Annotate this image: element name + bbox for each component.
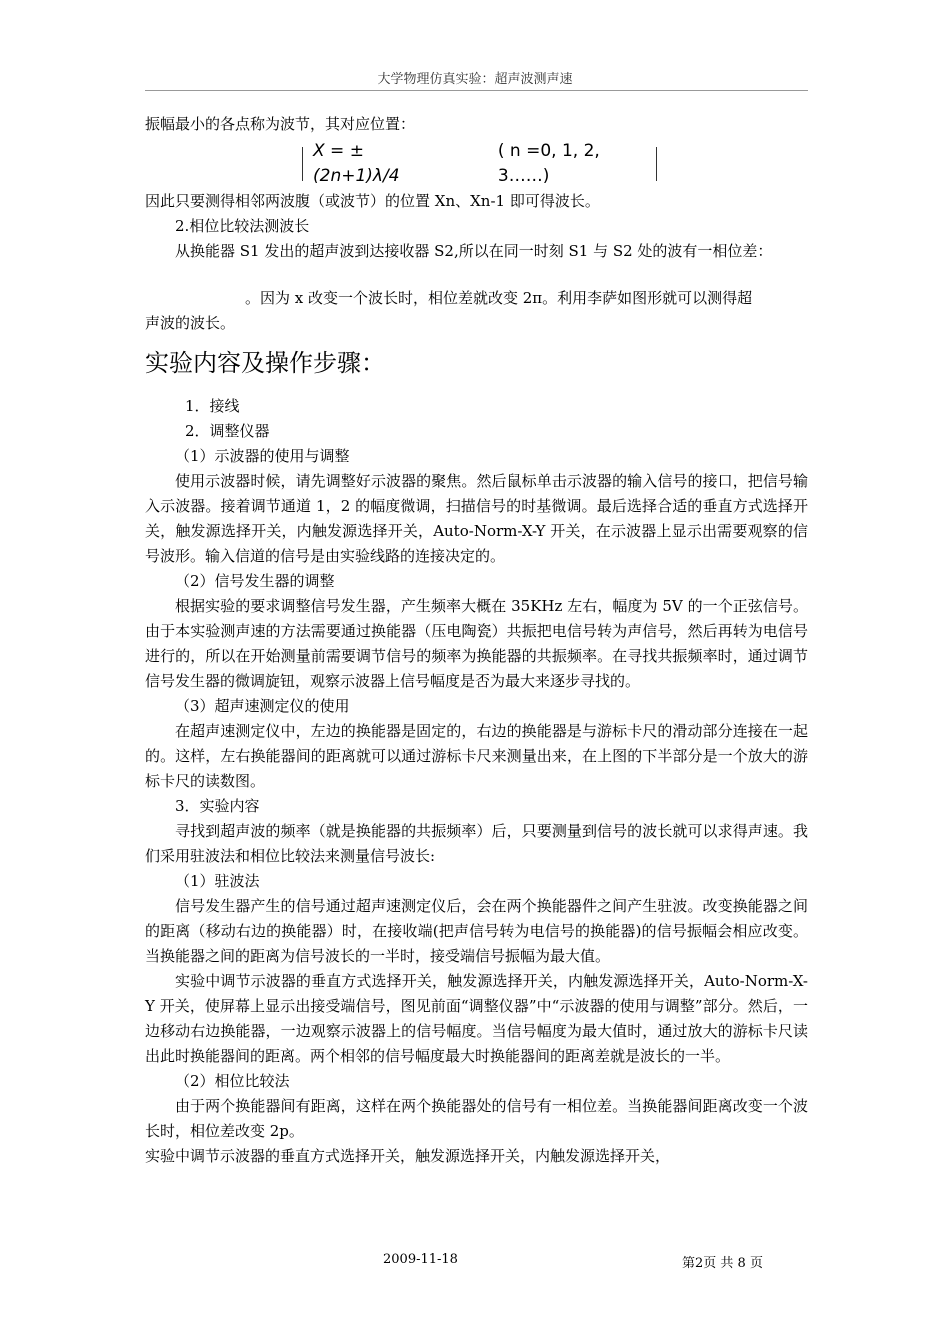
phase-compare-heading: （2）相位比较法: [175, 1072, 290, 1090]
oscilloscope-heading: （1）示波器的使用与调整: [175, 447, 350, 465]
oscilloscope-text: 使用示波器时候，请先调整好示波器的聚焦。然后鼠标单击示波器的输入信号的接口，把信号输入示波器。接着调节通道 1，2 的幅度微调，扫描信号的时基微调。最后选择合适的垂直方式选择开关，触发源选择开关，内触发源选择开关，Auto-Norm-X-Y 开关，在示波器上显示出需要观察的信号波形。输入信道的信号是由实验线路的连接决定的。: [145, 472, 808, 565]
formula-main: X = ±(2n+1)λ/4: [313, 141, 400, 186]
standing-wave-text-1: 信号发生器产生的信号通过超声速测定仪后，会在两个换能器件之间产生驻波。改变换能器之间的距离（移动右边的换能器）时，在接收端(把声信号转为电信号的换能器)的信号振幅会相应改变。当换能器之间的距离为信号波长的一半时，接受端信号振幅为最大值。: [145, 897, 808, 965]
step-2: 2．调整仪器: [185, 422, 270, 440]
formula-gap: [145, 264, 808, 286]
meter-heading: （3）超声速测定仪的使用: [175, 697, 350, 715]
phase-line-3: 声波的波长。: [145, 314, 236, 332]
phase-line-2: 。因为 x 改变一个波长时，相位差就改变 2π。利用李萨如图形就可以测得超: [245, 289, 753, 307]
last-line: 实验中调节示波器的垂直方式选择开关，触发源选择开关，内触发源选择开关，: [145, 1147, 671, 1165]
meter-text: 在超声速测定仪中，左边的换能器是固定的，右边的换能器是与游标卡尺的滑动部分连接在一起的。这样，左右换能器间的距离就可以通过游标卡尺来测量出来，在上图的下半部分是一个放大的游标卡尺的读数图。: [145, 722, 808, 790]
generator-heading: （2）信号发生器的调整: [175, 572, 335, 590]
experiment-content-text: 寻找到超声波的频率（就是换能器的共振频率）后，只要测量到信号的波长就可以求得声速。我们采用驻波法和相位比较法来测量信号波长:: [145, 822, 808, 865]
footer-date: 2009-11-18: [383, 1252, 458, 1267]
section-title: 实验内容及操作步骤：: [145, 349, 385, 377]
generator-text: 根据实验的要求调整信号发生器，产生频率大概在 35KHz 左右，幅度为 5V 的一个正弦信号。由于本实验测声速的方法需要通过换能器（压电陶瓷）共振把电信号转为声信号，然后再转为电信号进行的，所以在开始测量前需要调节信号的频率为换能器的共振频率。在寻找共振频率时，通过调节信号发生器的微调旋钮，观察示波器上信号幅度是否为最大来逐步寻找的。: [145, 597, 808, 690]
phase-compare-text: 由于两个换能器间有距离，这样在两个换能器处的信号有一相位差。当换能器间距离改变一个波长时，相位差改变 2p。: [145, 1097, 808, 1140]
wavelength-line: 因此只要测得相邻两波腹（或波节）的位置 Xn、Xn-1 即可得波长。: [145, 192, 600, 210]
node-line: 振幅最小的各点称为波节，其对应位置：: [145, 115, 416, 133]
page-content: [145, 112, 808, 1169]
page-header: 大学物理仿真实验：超声波测声速: [377, 72, 573, 87]
phase-line-1: 从换能器 S1 发出的超声波到达接收器 S2,所以在同一时刻 S1 与 S2 处的波有一相位差：: [175, 242, 773, 260]
step-3: 3．实验内容: [175, 797, 260, 815]
formula-n-values: ( n =0, 1, 2, 3……): [497, 141, 600, 186]
standing-wave-text-2: 实验中调节示波器的垂直方式选择开关，触发源选择开关，内触发源选择开关，Auto-Norm-X-Y 开关，使屏幕上显示出接受端信号，图见前面“调整仪器”中“示波器的使用与调整”部分。然后，一边移动右边换能器，一边观察示波器上的信号幅度。当信号幅度为最大值时，通过放大的游标卡尺读出此时换能器间的距离。两个相邻的信号幅度最大时换能器间的距离差就是波长的一半。: [145, 972, 808, 1065]
phase-method-heading: 2.相位比较法测波长: [175, 217, 310, 235]
node-position-formula: [302, 141, 657, 186]
footer-page-number: 第2页 共 8 页: [682, 1256, 763, 1271]
step-1: 1．接线: [185, 397, 240, 415]
header-rule: [145, 90, 808, 91]
standing-wave-heading: （1）驻波法: [175, 872, 260, 890]
